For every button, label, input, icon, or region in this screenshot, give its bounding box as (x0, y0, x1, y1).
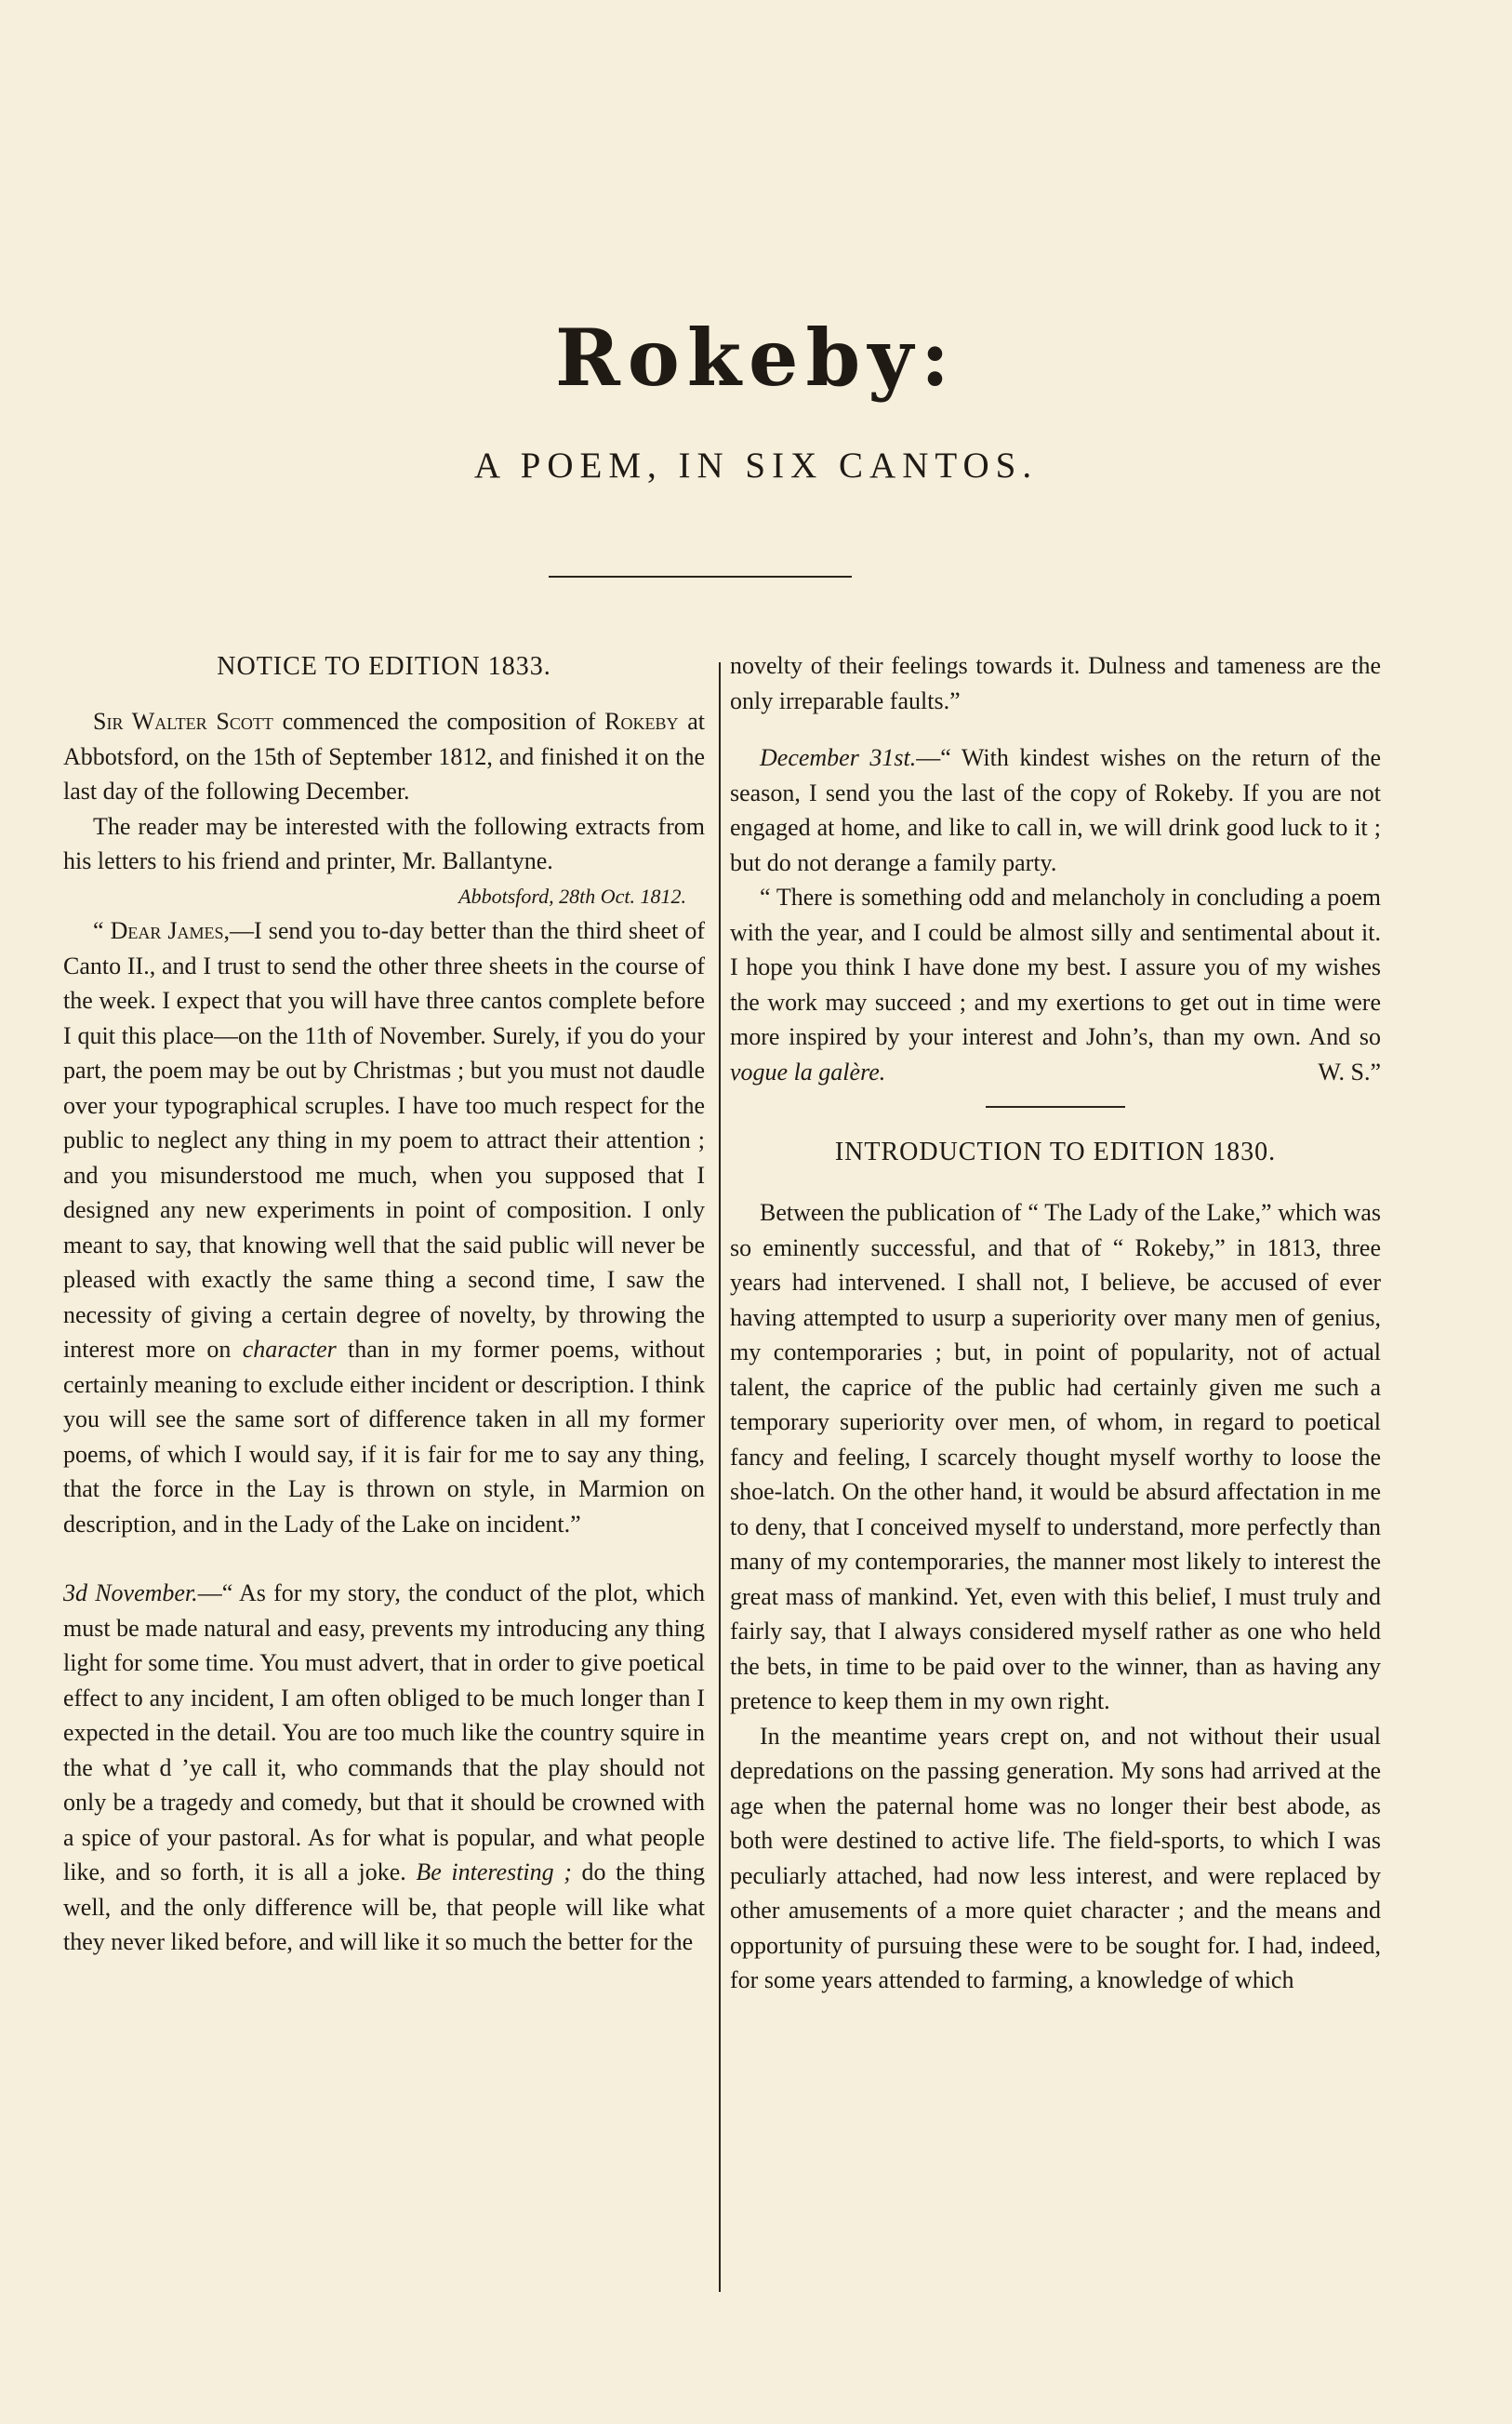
notice-paragraph: Sir Walter Scott commenced the composition of Rokeby at Abbotsford, on the 15th of September 1812, and finished it on the last day of the following December. (63, 708, 705, 805)
december-date: December 31st. (760, 744, 917, 771)
notice-heading: NOTICE TO EDITION 1833. (217, 652, 551, 681)
intro-paragraph-1: Between the publication of “ The Lady of the Lake,” which was so eminently successful, and that of “ Rokeby,” in 1813, three years had intervened. I shall not, I believe, be accused of ever having attempted to usurp a superiority over many men of genius, my contemporaries ; but, in point of popularity, not of actual talent, the caprice of the public had certainly given me such a temporary superiority over men, of whom, in regard to poetical fancy and feeling, I scarcely thought myself worthy to loose the shoe-latch. On the other hand, it would be absurd affectation in me to deny, that I conceived myself to understand, more perfectly than many of my contemporaries, the manner most likely to interest the great mass of mankind. Yet, even with this belief, I must truly and fairly say, that I always considered myself rather as one who held the bets, in time to be paid over to the winner, than as having any pretence to keep them in my own right. (730, 1199, 1381, 1714)
right-column (730, 648, 1381, 1998)
november-letter: 3d November.—“ As for my story, the conduct of the plot, which must be made natural and easy, prevents my introducing any thing light for some time. You must advert, that in order to give poetical effect to any incident, I am often obliged to be much longer than I expected in the detail. You are too much like the country squire in the what d ’ye call it, who commands that the play should not only be a tragedy and comedy, but that it should be crowned with a spice of your pastoral. As for what is popular, and what people like, and so forth, it is all a joke. Be interesting ; do the thing well, and the only difference will be, that people will like what they never liked before, and will like it so much the better for the (63, 1579, 706, 1955)
page-title: Rokeby: (554, 312, 958, 404)
introduction-heading: INTRODUCTION TO EDITION 1830. (834, 1138, 1277, 1166)
november-date: 3d November. (63, 1579, 198, 1606)
letter-date: Abbotsford, 28th Oct. 1812. (458, 884, 686, 908)
continued-text: novelty of their feelings towards it. Dulness and tameness are the only irreparable faults.” (730, 652, 1381, 714)
spacer (730, 718, 1381, 740)
salutation: Dear James (110, 917, 224, 944)
page-subtitle: A POEM, IN SIX CANTOS. (473, 446, 1039, 486)
author-name: Sir Walter Scott (93, 708, 273, 735)
intro-paragraph-2: In the meantime years crept on, and not without their usual depredations on the passing generation. My sons had arrived at the age when the paternal home was no longer their best abode, as both were destined to active life. The field-sports, to which I was peculiarly attached, had now less interest, and were replaced by other amusements of a more quiet character ; and the means and opportunity of pursuing these were to be sought for. I had, indeed, for some years attended to farming, a knowledge of which (730, 1722, 1381, 1993)
column-divider (719, 662, 721, 2292)
notice-paragraph-2: The reader may be interested with the following extracts from his letters to his friend and printer, Mr. Ballantyne. (63, 812, 705, 874)
title-rule (549, 576, 852, 578)
left-column (63, 648, 705, 1960)
spacer (63, 1541, 705, 1576)
december-letter-2: “ There is something odd and melancholy in concluding a poem with the year, and I could be almost silly and sentimental about it. I hope you think I have done my best. I assure you of my wishes the work may succeed ; and my exertions to get out in time were more inspired by your interest and John’s, than my own. And so vogue la galère. W. S.” (730, 880, 1381, 1089)
letter-paragraph: “ Dear James,—I send you to-day better than the third sheet of Canto II., and I trust to send the other three sheets in the course of the week. I expect that you will have three cantos complete before I quit this place—on the 11th of November. Surely, if you do your part, the poem may be out by Christmas ; but you must not daudle over your typographical scruples. I have too much respect for the public to neglect any thing in my poem to attract their attention ; and you misunderstood me much, when you supposed that I designed any new experiments in point of composition. I only meant to say, that knowing well that the said public will never be pleased with exactly the same thing a second time, I saw the necessity of giving a certain degree of novelty, by throwing the interest more on character than in my former poems, without certainly meaning to exclude either incident or description. I think you will see the same sort of difference taken in all my former poems, of which I would say, if it is fair for me to say any thing, that the force in the Lay is thrown on style, in Marmion on description, and in the Lady of the Lake on incident.” (63, 917, 706, 1538)
section-rule (986, 1106, 1125, 1108)
december-letter: December 31st.—“ With kindest wishes on the return of the season, I send you the last of the copy of Rokeby. If you are not engaged at home, and like to call in, we will drink good luck to it ; but do not derange a family party. (730, 744, 1381, 876)
signature: W. S.” (1318, 1058, 1381, 1085)
